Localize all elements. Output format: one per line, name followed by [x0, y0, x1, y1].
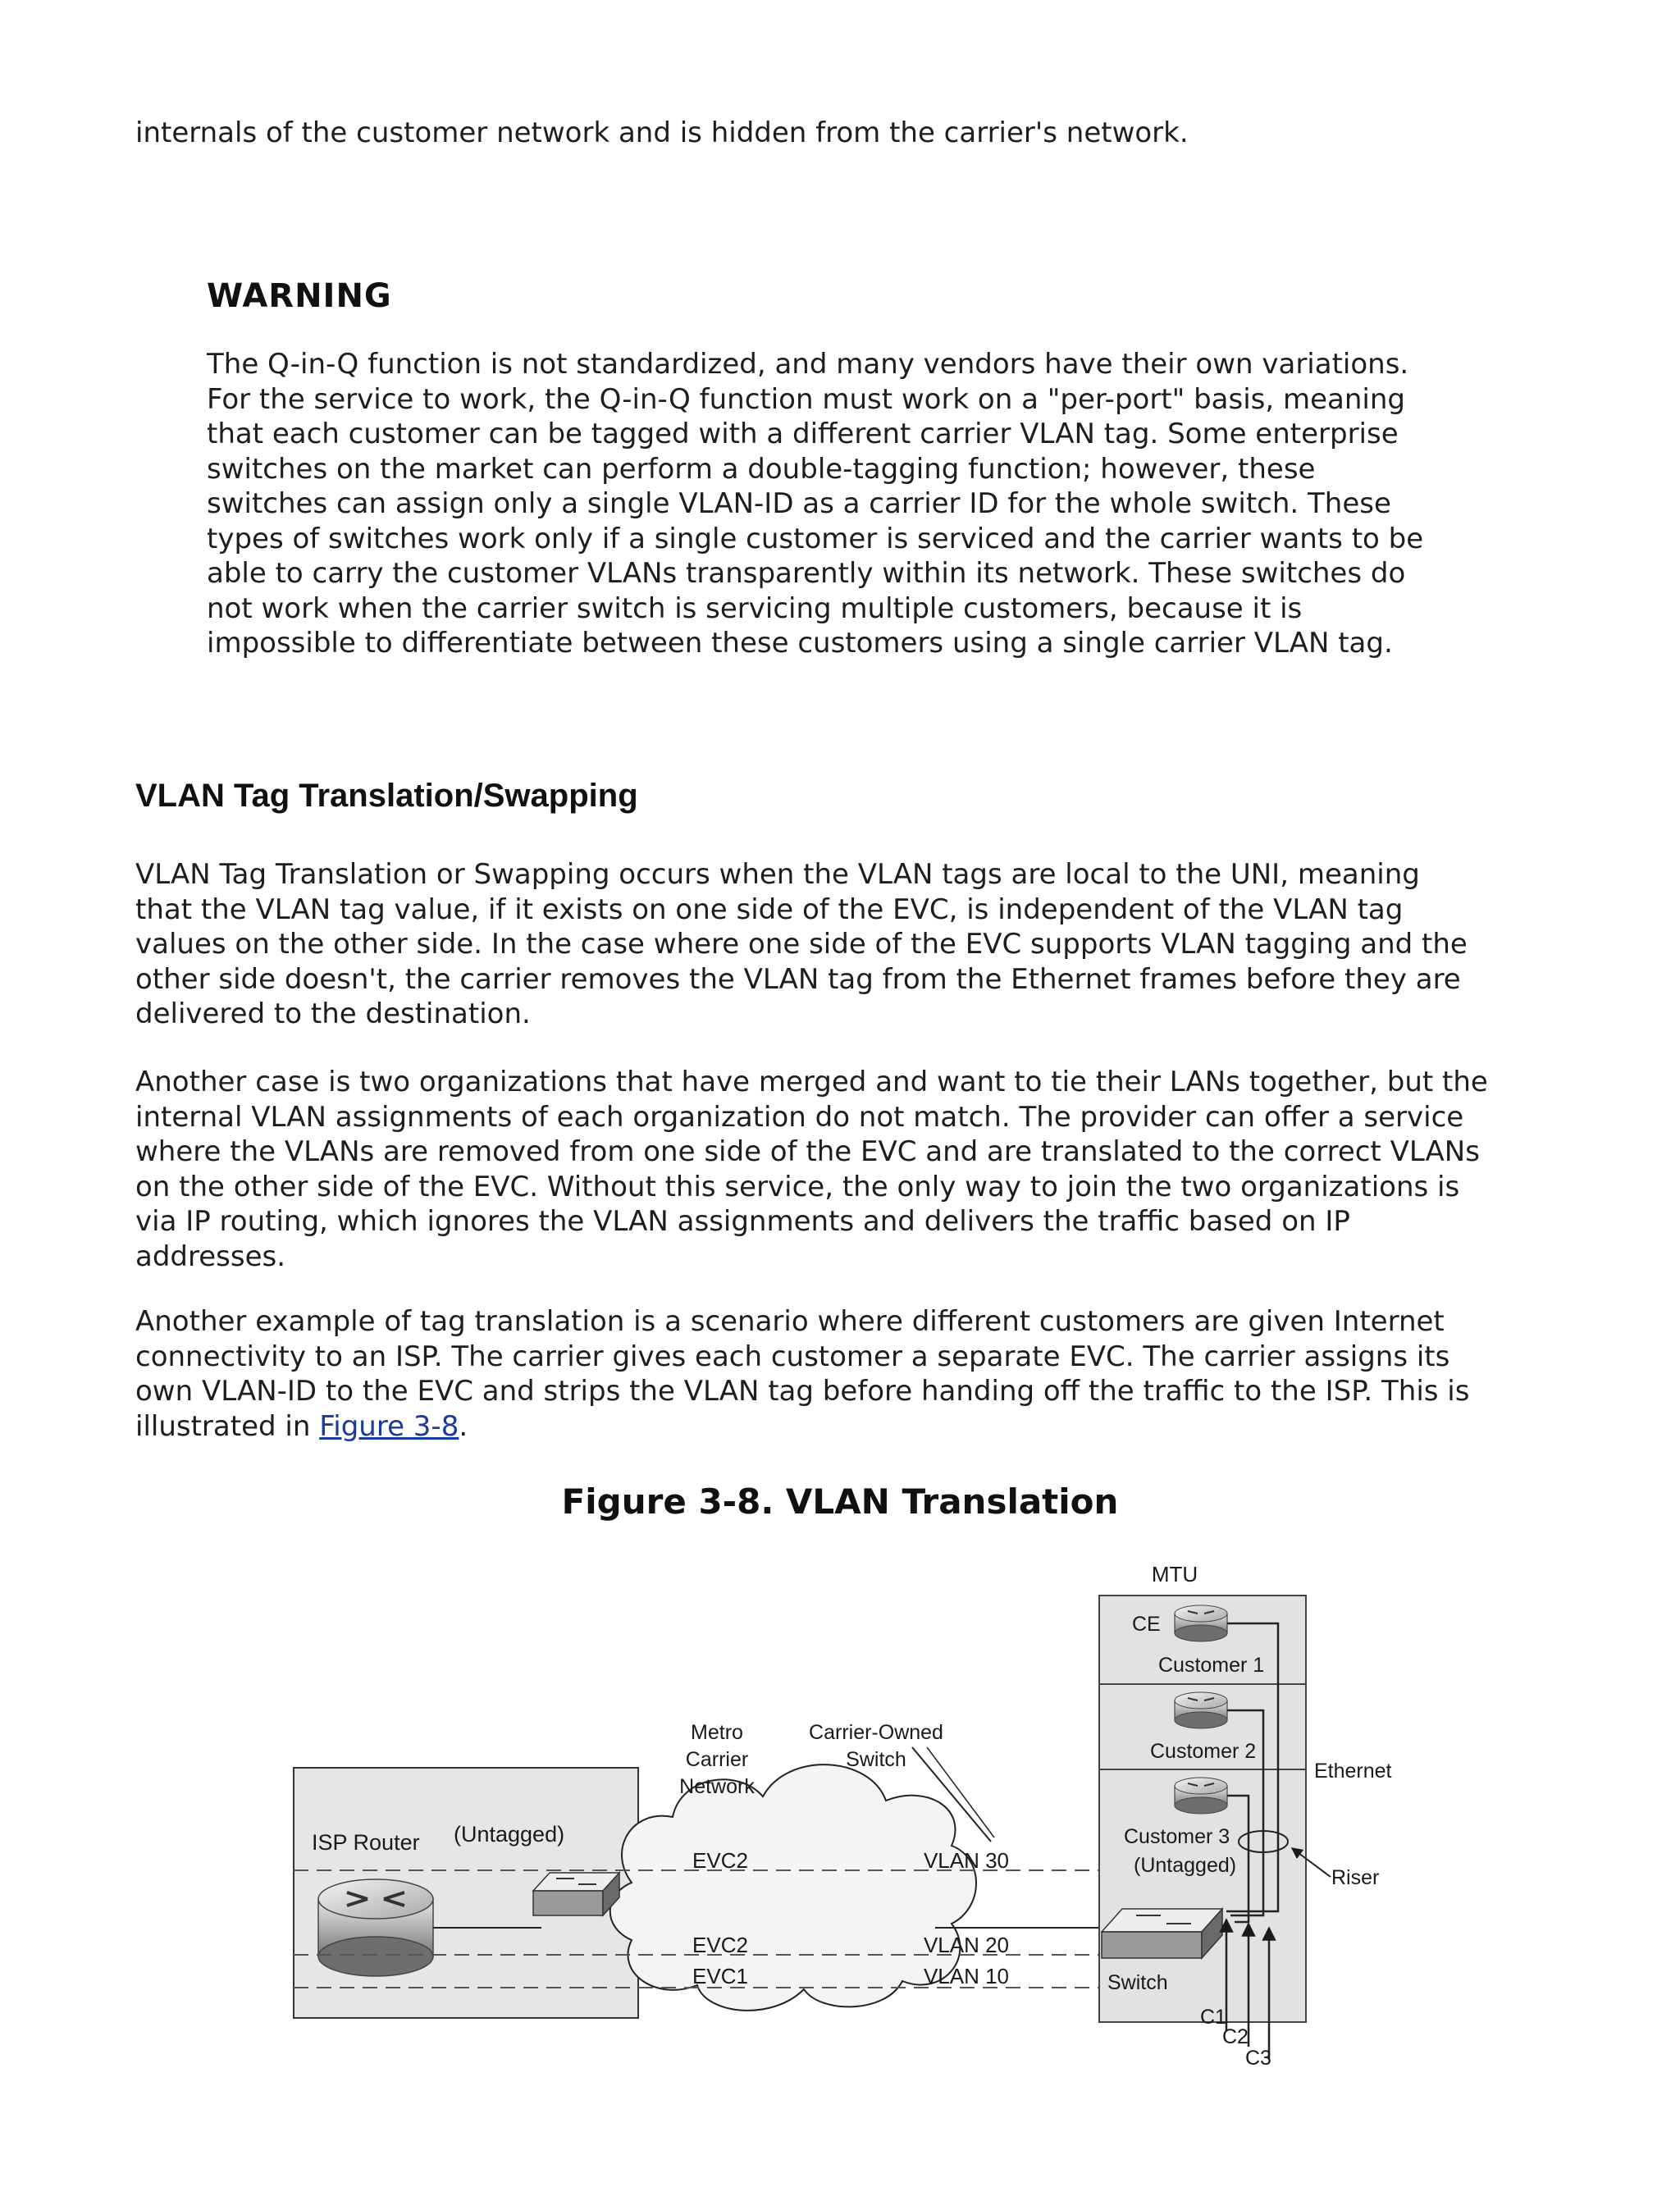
metro-cloud: [610, 1764, 976, 2011]
paragraph-line: VLAN Tag Translation or Swapping occurs when the VLAN tags are local to the UNI, meaning: [135, 858, 1420, 891]
paragraph-line: connectivity to an ISP. The carrier gives each customer a separate EVC. The carrier assigns its: [135, 1340, 1450, 1373]
warning-line: The Q-in-Q function is not standardized, and many vendors have their own variations.: [207, 348, 1409, 381]
vlan30-label: VLAN 30: [923, 1848, 1010, 1873]
riser-label: Riser: [1331, 1866, 1380, 1889]
warning-line: impossible to differentiate between these customers using a single carrier VLAN tag.: [207, 627, 1393, 660]
paragraph-line: own VLAN-ID to the EVC and strips the VLAN tag before handing off the traffic to the ISP. This is: [135, 1375, 1470, 1408]
warning-line: that each customer can be tagged with a different carrier VLAN tag. Some enterprise: [207, 418, 1399, 450]
paragraph-line: other side doesn't, the carrier removes the VLAN tag from the Ethernet frames before they are: [135, 962, 1461, 996]
carrier-owned-label: Carrier-Owned: [809, 1721, 943, 1744]
warning-line: able to carry the customer VLANs transparently within its network. These switches do: [207, 557, 1406, 590]
customer1-ce-router-icon: [1175, 1605, 1227, 1641]
continued-paragraph: internals of the customer network and is hidden from the carrier's network.: [135, 116, 1189, 149]
paragraph-line: via IP routing, which ignores the VLAN assignments and delivers the traffic based on IP: [135, 1205, 1350, 1238]
isp-router-icon: [318, 1879, 433, 1976]
paragraph-line-prefix: illustrated in: [135, 1409, 320, 1443]
c3-label: C3: [1245, 2047, 1271, 2070]
warning-line: not work when the carrier switch is servicing multiple customers, because it is: [207, 591, 1303, 625]
mtu-switch-icon: [1102, 1909, 1222, 1958]
vlan-translation-diagram: [279, 1554, 1392, 2071]
metro-label-2: Carrier: [685, 1748, 749, 1771]
mtu-switch-label: Switch: [1107, 1971, 1168, 1994]
figure-3-8-link[interactable]: Figure 3-8: [319, 1409, 459, 1443]
paragraph-line: on the other side of the EVC. Without this service, the only way to join the two organizations is: [135, 1170, 1460, 1203]
untagged-right-label: (Untagged): [1134, 1854, 1237, 1877]
paragraph-line: where the VLANs are removed from one side of the EVC and are translated to the correct VLANs: [135, 1135, 1480, 1168]
ce-label: CE: [1132, 1613, 1161, 1636]
metro-label-1: Metro: [691, 1721, 743, 1744]
c2-label: C2: [1222, 2025, 1249, 2048]
paragraph-line: delivered to the destination.: [135, 998, 531, 1030]
warning-line: switches on the market can perform a double-tagging function; however, these: [207, 452, 1316, 486]
warning-line: For the service to work, the Q-in-Q function must work on a "per-port" basis, meaning: [207, 382, 1405, 416]
vlan10-label: VLAN 10: [923, 1964, 1010, 1988]
c1-label: C1: [1200, 2006, 1226, 2029]
paragraph-line: that the VLAN tag value, if it exists on one side of the EVC, is independent of the VLAN tag: [135, 892, 1404, 926]
paragraph-line: Another case is two organizations that have merged and want to tie their LANs together, but the: [135, 1066, 1488, 1098]
carrier-switch-label: Switch: [846, 1748, 906, 1771]
isp-side-switch-icon: [533, 1873, 619, 1915]
customer3-router-icon: [1175, 1778, 1227, 1814]
warning-line: switches can assign only a single VLAN-ID as a carrier ID for the whole switch. These: [207, 487, 1391, 520]
evc2-top-label: EVC2: [692, 1848, 748, 1873]
isp-router-label: ISP Router: [312, 1830, 420, 1855]
metro-label-3: Network: [679, 1775, 755, 1798]
mtu-label: MTU: [1151, 1562, 1198, 1586]
paragraph-2: [135, 1065, 1546, 1274]
vlan20-label: VLAN 20: [923, 1933, 1010, 1957]
figure-caption: Figure 3-8. VLAN Translation: [561, 1481, 1119, 1522]
paragraph-line: values on the other side. In the case where one side of the EVC supports VLAN tagging and the: [135, 928, 1468, 961]
paragraph-3: [135, 1304, 1546, 1444]
paragraph-line: addresses.: [135, 1239, 286, 1273]
evc2-bottom-label: EVC2: [692, 1933, 748, 1957]
paragraph-line: Another example of tag translation is a scenario where different customers are given Internet: [135, 1305, 1445, 1338]
warning-title: WARNING: [207, 277, 392, 315]
warning-line: types of switches work only if a single customer is serviced and the carrier wants to be: [207, 522, 1424, 555]
section-heading: VLAN Tag Translation/Swapping: [135, 778, 638, 814]
customer2-label: Customer 2: [1150, 1740, 1257, 1763]
customer3-label: Customer 3: [1124, 1825, 1230, 1848]
ethernet-label: Ethernet: [1314, 1760, 1392, 1783]
untagged-left-label: (Untagged): [454, 1822, 565, 1847]
paragraph-1: [135, 857, 1546, 1032]
paragraph-line-suffix: .: [459, 1409, 468, 1443]
evc1-label: EVC1: [692, 1964, 748, 1988]
paragraph-line: internal VLAN assignments of each organization do not match. The provider can offer a service: [135, 1100, 1464, 1134]
customer2-router-icon: [1175, 1692, 1227, 1728]
customer1-label: Customer 1: [1158, 1654, 1265, 1677]
warning-text: [207, 347, 1552, 661]
